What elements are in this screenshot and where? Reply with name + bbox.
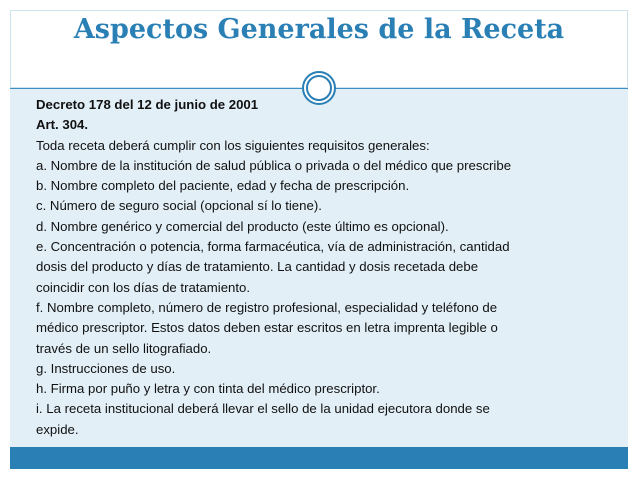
- body-line: dosis del producto y días de tratamiento. La cantidad y dosis recetada debe: [36, 259, 479, 275]
- body-line: través de un sello litografiado.: [36, 340, 212, 356]
- body-line: h. Firma por puño y letra y con tinta del médico prescriptor.: [36, 381, 380, 397]
- slide-title: Aspectos Generales de la Receta: [73, 14, 565, 45]
- body-line: g. Instrucciones de uso.: [36, 360, 176, 376]
- body-line: coincidir con los días de tratamiento.: [36, 279, 251, 295]
- article-heading: Art. 304.: [36, 117, 89, 133]
- slide-body: [36, 95, 616, 440]
- body-line: b. Nombre completo del paciente, edad y fecha de prescripción.: [36, 178, 410, 194]
- body-line: Toda receta deberá cumplir con los siguientes requisitos generales:: [36, 137, 430, 153]
- body-line: c. Número de seguro social (opcional sí lo tiene).: [36, 198, 322, 214]
- body-line: f. Nombre completo, número de registro profesional, especialidad y teléfono de: [36, 299, 498, 315]
- body-line: médico prescriptor. Estos datos deben estar escritos en letra imprenta legible o: [36, 320, 498, 336]
- body-line: expide.: [36, 421, 79, 437]
- body-line: e. Concentración o potencia, forma farmacéutica, vía de administración, cantidad: [36, 239, 510, 255]
- decree-heading: Decreto 178 del 12 de junio de 2001: [36, 97, 259, 112]
- body-line: i. La receta institucional deberá llevar el sello de la unidad ejecutora donde se: [36, 401, 490, 417]
- body-line: a. Nombre de la institución de salud pública o privada o del médico que prescribe: [36, 157, 512, 173]
- footer-bar: [10, 447, 628, 469]
- body-line: d. Nombre genérico y comercial del producto (este último es opcional).: [36, 218, 449, 234]
